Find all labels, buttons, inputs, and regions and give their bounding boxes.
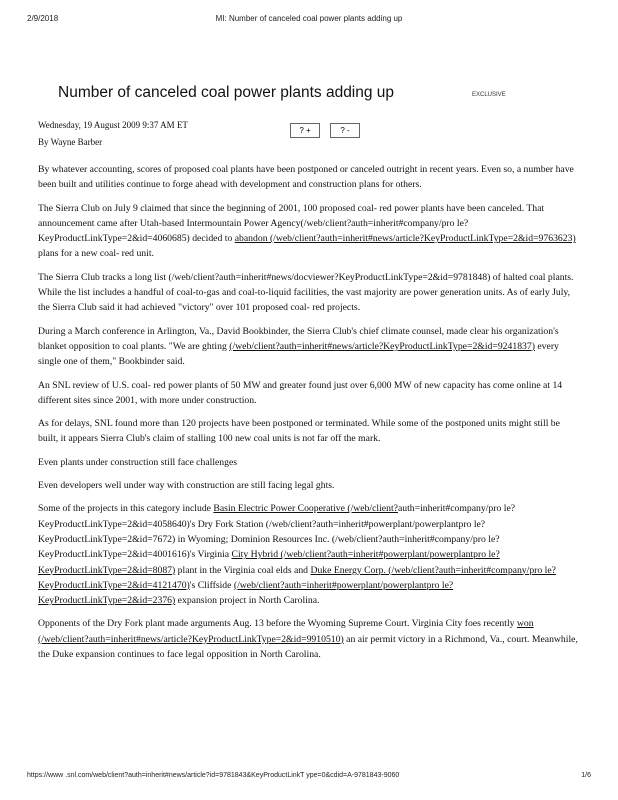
paragraph-8: Even developers well under way with construction are still facing legal ghts. xyxy=(38,480,335,492)
article-title: Number of canceled coal power plants adding up xyxy=(58,84,395,101)
section-subheading: Even plants under construction still face challenges xyxy=(38,456,238,468)
paragraph-1: By whatever accounting, scores of proposed coal plants have been postponed or canceled outright in recent years. Even so, a number have been built and utilities continue to forge ahead with development and construction plans for others. xyxy=(38,164,574,191)
company-link-text: (/web/client?auth=inherit#company/pro le?KeyProductLinkType=2&id=4060685) xyxy=(38,217,469,245)
article-byline: By Wayne Barber xyxy=(38,137,103,147)
text: Opponents of the Dry Fork plant made arguments Aug. 13 before the Wyoming Supreme Court. Virginia City foes recently xyxy=(38,618,517,630)
paragraph-3 xyxy=(38,270,578,316)
docviewer-link-text: (/web/client?auth=inherit#news/docviewer?KeyProductLinkType=2&id=9781848) xyxy=(168,271,491,283)
article-dateline: Wednesday, 19 August 2009 9:37 AM ET xyxy=(38,120,188,130)
text: plant in the Virginia coal elds and xyxy=(175,564,311,576)
won-news-link[interactable]: won (/web/client?auth=inherit#news/article?KeyProductLinkType=2&id=9910510) xyxy=(38,618,534,645)
basin-electric-link[interactable]: Basin Electric Power Cooperative (/web/client? xyxy=(213,503,398,515)
text: decided to xyxy=(189,233,235,245)
text: 's Cliffside xyxy=(189,579,234,591)
text: every single one of them," Bookbinder said. xyxy=(38,340,559,368)
paragraph-6: As for delays, SNL found more than 120 projects have been postponed or terminated. While some of the postponed units might still be built, it appears Sierra Club's claim of stalling 100 new coal units is not far off the mark. xyxy=(38,418,560,445)
article-meta xyxy=(38,117,188,151)
print-date: 2/9/2018 xyxy=(27,14,59,23)
paragraph-5: An SNL review of U.S. coal- red power plants of 50 MW and greater found just over 6,000 MW of new capacity has come online at 14 different sites since 2001, with more under construction. xyxy=(38,379,563,406)
decrease-font-button[interactable]: ? - xyxy=(330,123,360,138)
virginia-city-hybrid-link[interactable]: City Hybrid (/web/client?auth=inherit#powerplant/powerplantpro le?KeyProductLinkType=2&id=8087) xyxy=(38,549,500,576)
paragraph-10 xyxy=(38,616,578,662)
fighting-news-link[interactable]: (/web/client?auth=inherit#news/article?KeyProductLinkType=2&id=9241837) xyxy=(229,340,535,352)
text: an air permit victory in a Richmond, Va., court. Meanwhile, the Duke expansion continues to face legal opposition in North Carolina. xyxy=(38,633,578,661)
text: auth=inherit#company/pro le?KeyProductLinkType=2&id=4058640)'s Dry Fork Station (/web/client?auth=inherit#powerplant/powerplantpro le?KeyProductLinkType=2&id=7672) in Wyoming; Dominion Resources Inc. (/web/client?auth=inherit#company/pro le?KeyProductLinkType=2&id=4001616)'s Virginia xyxy=(38,503,516,561)
text: During a March conference in Arlington, Va., David Bookbinder, the Sierra Club's chief climate counsel, made clear his organization's blanket opposition to coal plants. "We are ghting xyxy=(38,325,559,352)
text: plans for a new coal- red unit. xyxy=(38,248,154,260)
text: Some of the projects in this category include xyxy=(38,503,214,515)
text: The Sierra Club on July 9 claimed that since the beginning of 2001, 100 proposed coal- red power plants have been canceled. That announcement came after Utah-based Intermountain Power Agency xyxy=(38,202,545,229)
cliffside-link[interactable]: (/web/client?auth=inherit#powerplant/powerplantpro le?KeyProductLinkType=2&id=2376) xyxy=(38,579,454,607)
increase-font-button[interactable]: ? + xyxy=(290,123,320,138)
exclusive-badge: EXCLUSIVE xyxy=(472,92,506,98)
print-page-title: MI: Number of canceled coal power plants adding up xyxy=(215,14,403,23)
text: of halted coal plants. While the list includes a handful of coal-to-gas and coal-to-liquid facilities, the vast majority are power generation units. As of early July, the Sierra Club said it had achieved "victory" over 101 proposed coal- red projects. xyxy=(38,271,574,314)
paragraph-4 xyxy=(38,324,578,370)
paragraph-9 xyxy=(38,501,578,608)
article-body xyxy=(38,162,578,670)
abandon-news-link[interactable]: abandon (/web/client?auth=inherit#news/article?KeyProductLinkType=2&id=9763623) xyxy=(234,233,576,245)
text: The Sierra Club tracks a long list xyxy=(38,271,169,283)
print-url: https://www .snl.com/web/client?auth=inherit#news/article?id=9781843&KeyProductLinkT ype=0&cdid=A-9781843-9060 xyxy=(27,772,400,779)
duke-energy-link[interactable]: Duke Energy Corp. (/web/client?auth=inherit#company/pro le?KeyProductLinkType=2&id=4121470) xyxy=(38,564,556,591)
text: expansion project in North Carolina. xyxy=(175,595,320,607)
page-number: 1/6 xyxy=(581,772,591,779)
font-size-controls xyxy=(290,120,366,138)
paragraph-2 xyxy=(38,201,578,262)
